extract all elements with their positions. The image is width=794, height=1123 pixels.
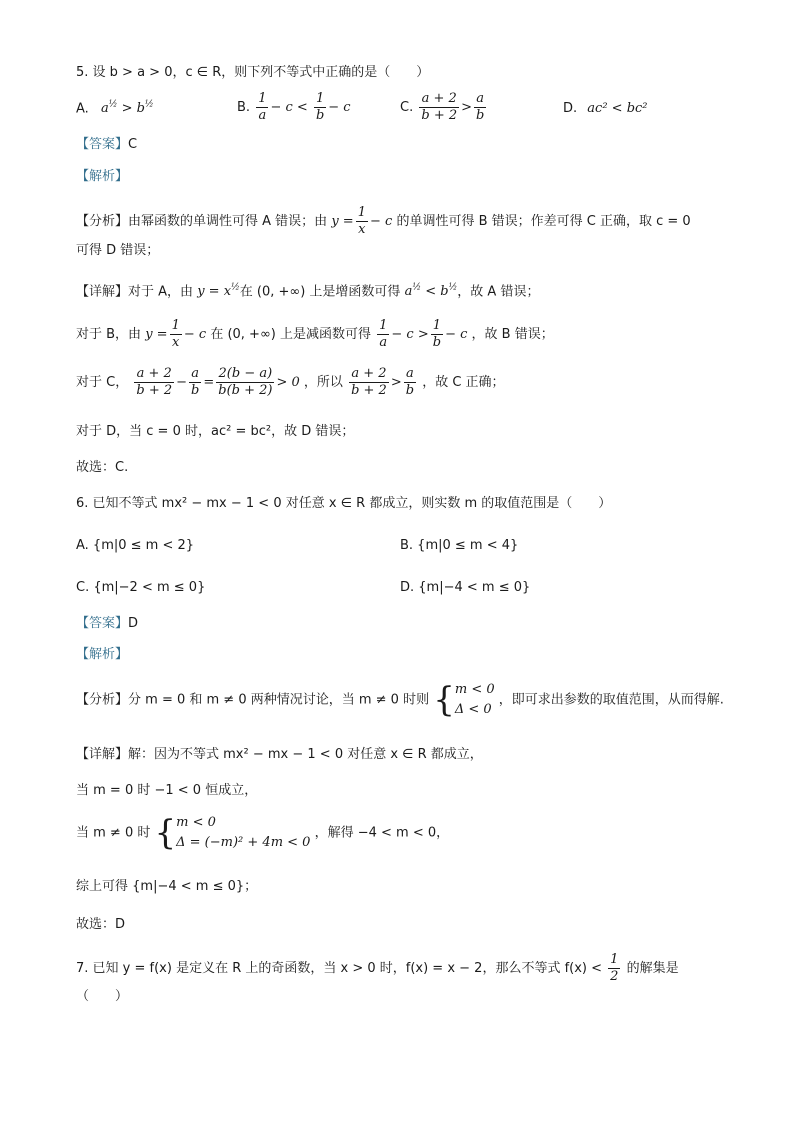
xj-system-line: Δ = (−m)² + 4m < 0 bbox=[176, 835, 311, 850]
xj-text: 对于 B，由 bbox=[76, 327, 142, 342]
q5-options-row bbox=[76, 96, 154, 118]
q5-fenxi-cont: 可得 D 错误； bbox=[76, 243, 160, 258]
xj-text: ，故 C 正确； bbox=[422, 375, 505, 390]
q6-answer bbox=[76, 615, 138, 633]
q7-stem: 7. 已知 y = f(x) 是定义在 R 上的奇函数，当 x > 0 时，f(x) = x − 2，那么不等式 f(x) < $\frac{1}{2}$ 的解集是 bbox=[76, 952, 679, 984]
xiangjie-tag: 【详解】 bbox=[76, 747, 129, 762]
q5-option-b-label: B. bbox=[237, 100, 251, 115]
answer-value: C bbox=[128, 137, 138, 152]
q5-option-b: B. $\frac{1}{a}$ − c < $\frac{1}{b}$ − c bbox=[237, 91, 351, 123]
xj-text: 在 (0, +∞) 上是增函数可得 bbox=[239, 284, 401, 300]
xj-system-line: m < 0 bbox=[176, 815, 216, 830]
xj-text: 当 m ≠ 0 时 bbox=[76, 825, 151, 841]
q5-option-d: D. ac² < bc² bbox=[563, 101, 648, 116]
q6-option-d: D. {m|−4 < m ≤ 0} bbox=[400, 580, 531, 595]
answer-tag: 【答案】 bbox=[76, 137, 129, 152]
fenxi-text: ，即可求出参数的取值范围，从而得解. bbox=[498, 692, 724, 708]
q5-guxuan: 故选：C. bbox=[76, 460, 129, 475]
q5-fenxi: 【分析】由幂函数的单调性可得 A 错误；由 y = $\frac{1}{x}$ − c 的单调性可得 B 错误；作差可得 C 正确，取 c = 0 bbox=[76, 205, 691, 237]
xj-text: 解：因为不等式 mx² − mx − 1 < 0 对任意 x ∈ R 都成立， bbox=[128, 747, 483, 762]
q6-xiangjie-1 bbox=[76, 746, 483, 764]
xj-text: ，所以 bbox=[303, 375, 343, 390]
q6-option-a: A. {m|0 ≤ m < 2} bbox=[76, 538, 195, 553]
q5-xiangjie-c: 对于 C， $\frac{a + 2}{b + 2}$ − $\frac{a}{b}$ = $\frac{2(b - a)}{b(b + 2)}$ > 0 ，所以 $\frac{a + 2}{b + 2}$ > $\frac{a}{b}$ ，故 C 正确； bbox=[76, 366, 505, 398]
xiangjie-tag: 【详解】 bbox=[76, 284, 129, 300]
answer-tag: 【答案】 bbox=[76, 616, 129, 631]
answer-value: D bbox=[128, 616, 139, 631]
q5-option-c-label: C. bbox=[400, 100, 414, 115]
q6-xiangjie-4: 综上可得 {m|−4 < m ≤ 0}； bbox=[76, 879, 258, 894]
fenxi-text: 由幂函数的单调性可得 A 错误；由 bbox=[128, 214, 328, 229]
q6-option-c: C. {m|−2 < m ≤ 0} bbox=[76, 580, 206, 595]
xj-text: ，解得 −4 < m < 0， bbox=[314, 825, 450, 841]
q5-option-d-label: D. bbox=[563, 101, 578, 116]
q5-jiexi-tag: 【解析】 bbox=[76, 169, 129, 184]
q6-option-b: B. {m|0 ≤ m < 4} bbox=[400, 538, 519, 553]
xj-text: ，故 B 错误； bbox=[471, 327, 554, 342]
q6-fenxi: 【分析】分 m = 0 和 m ≠ 0 两种情况讨论，当 m ≠ 0 时则 { m < 0 Δ < 0 ，即可求出参数的取值范围，从而得解. bbox=[76, 680, 724, 720]
q5-option-a-label: A. bbox=[76, 101, 89, 117]
fenxi-text: 分 m = 0 和 m ≠ 0 两种情况讨论，当 m ≠ 0 时则 bbox=[128, 692, 430, 708]
q6-xiangjie-3: 当 m ≠ 0 时 { m < 0 Δ = (−m)² + 4m < 0 ，解得 −4 < m < 0， bbox=[76, 813, 450, 853]
q5-xiangjie-b: 对于 B，由 y = $\frac{1}{x}$ − c 在 (0, +∞) 上是减函数可得 $\frac{1}{a}$ − c > $\frac{1}{b}$ − c ，故 B 错误； bbox=[76, 318, 554, 350]
q5-xiangjie-d: 对于 D，当 c = 0 时，ac² = bc²，故 D 错误； bbox=[76, 424, 355, 439]
fenxi-tag: 【分析】 bbox=[76, 692, 129, 708]
fenxi-text: 的单调性可得 B 错误；作差可得 C 正确，取 c = 0 bbox=[396, 214, 691, 229]
xj-text: ，故 A 错误； bbox=[457, 284, 540, 300]
q7-stem-text: 的解集是 bbox=[626, 961, 679, 976]
q6-jiexi-tag: 【解析】 bbox=[76, 647, 129, 662]
q5-option-a-expr: $a^{\frac{1}{2}} > b^{\frac{1}{2}}$ bbox=[100, 100, 154, 117]
q6-guxuan: 故选：D bbox=[76, 917, 126, 932]
q5-stem: 5. 设 b > a > 0，c ∈ R，则下列不等式中正确的是（ ） bbox=[76, 65, 430, 80]
q6-xiangjie-2: 当 m = 0 时 −1 < 0 恒成立， bbox=[76, 783, 258, 798]
q7-stem-text: 7. 已知 y = f(x) 是定义在 R 上的奇函数，当 x > 0 时，f(x) = x − 2，那么不等式 f(x) < bbox=[76, 961, 603, 976]
fenxi-system-line: Δ < 0 bbox=[454, 702, 492, 717]
fenxi-system-line: m < 0 bbox=[454, 682, 495, 697]
q7-paren: （ ） bbox=[76, 989, 129, 1004]
q5-answer bbox=[76, 136, 137, 154]
xj-text: 对于 A，由 bbox=[128, 284, 194, 300]
fenxi-tag: 【分析】 bbox=[76, 214, 129, 229]
q5-xiangjie-a: 【详解】对于 A，由 $y = x^{\frac{1}{2}}$在 (0, +∞) 上是增函数可得 $a^{\frac{1}{2}} < b^{\frac{1}{2}}$，故 A 错误； bbox=[76, 283, 540, 300]
xj-text: 在 (0, +∞) 上是减函数可得 bbox=[210, 327, 371, 342]
q6-stem: 6. 已知不等式 mx² − mx − 1 < 0 对任意 x ∈ R 都成立，则实数 m 的取值范围是（ ） bbox=[76, 496, 612, 511]
q5-option-c: C. $\frac{a + 2}{b + 2}$ > $\frac{a}{b}$ bbox=[400, 91, 485, 123]
xj-text: 对于 C， bbox=[76, 375, 129, 390]
